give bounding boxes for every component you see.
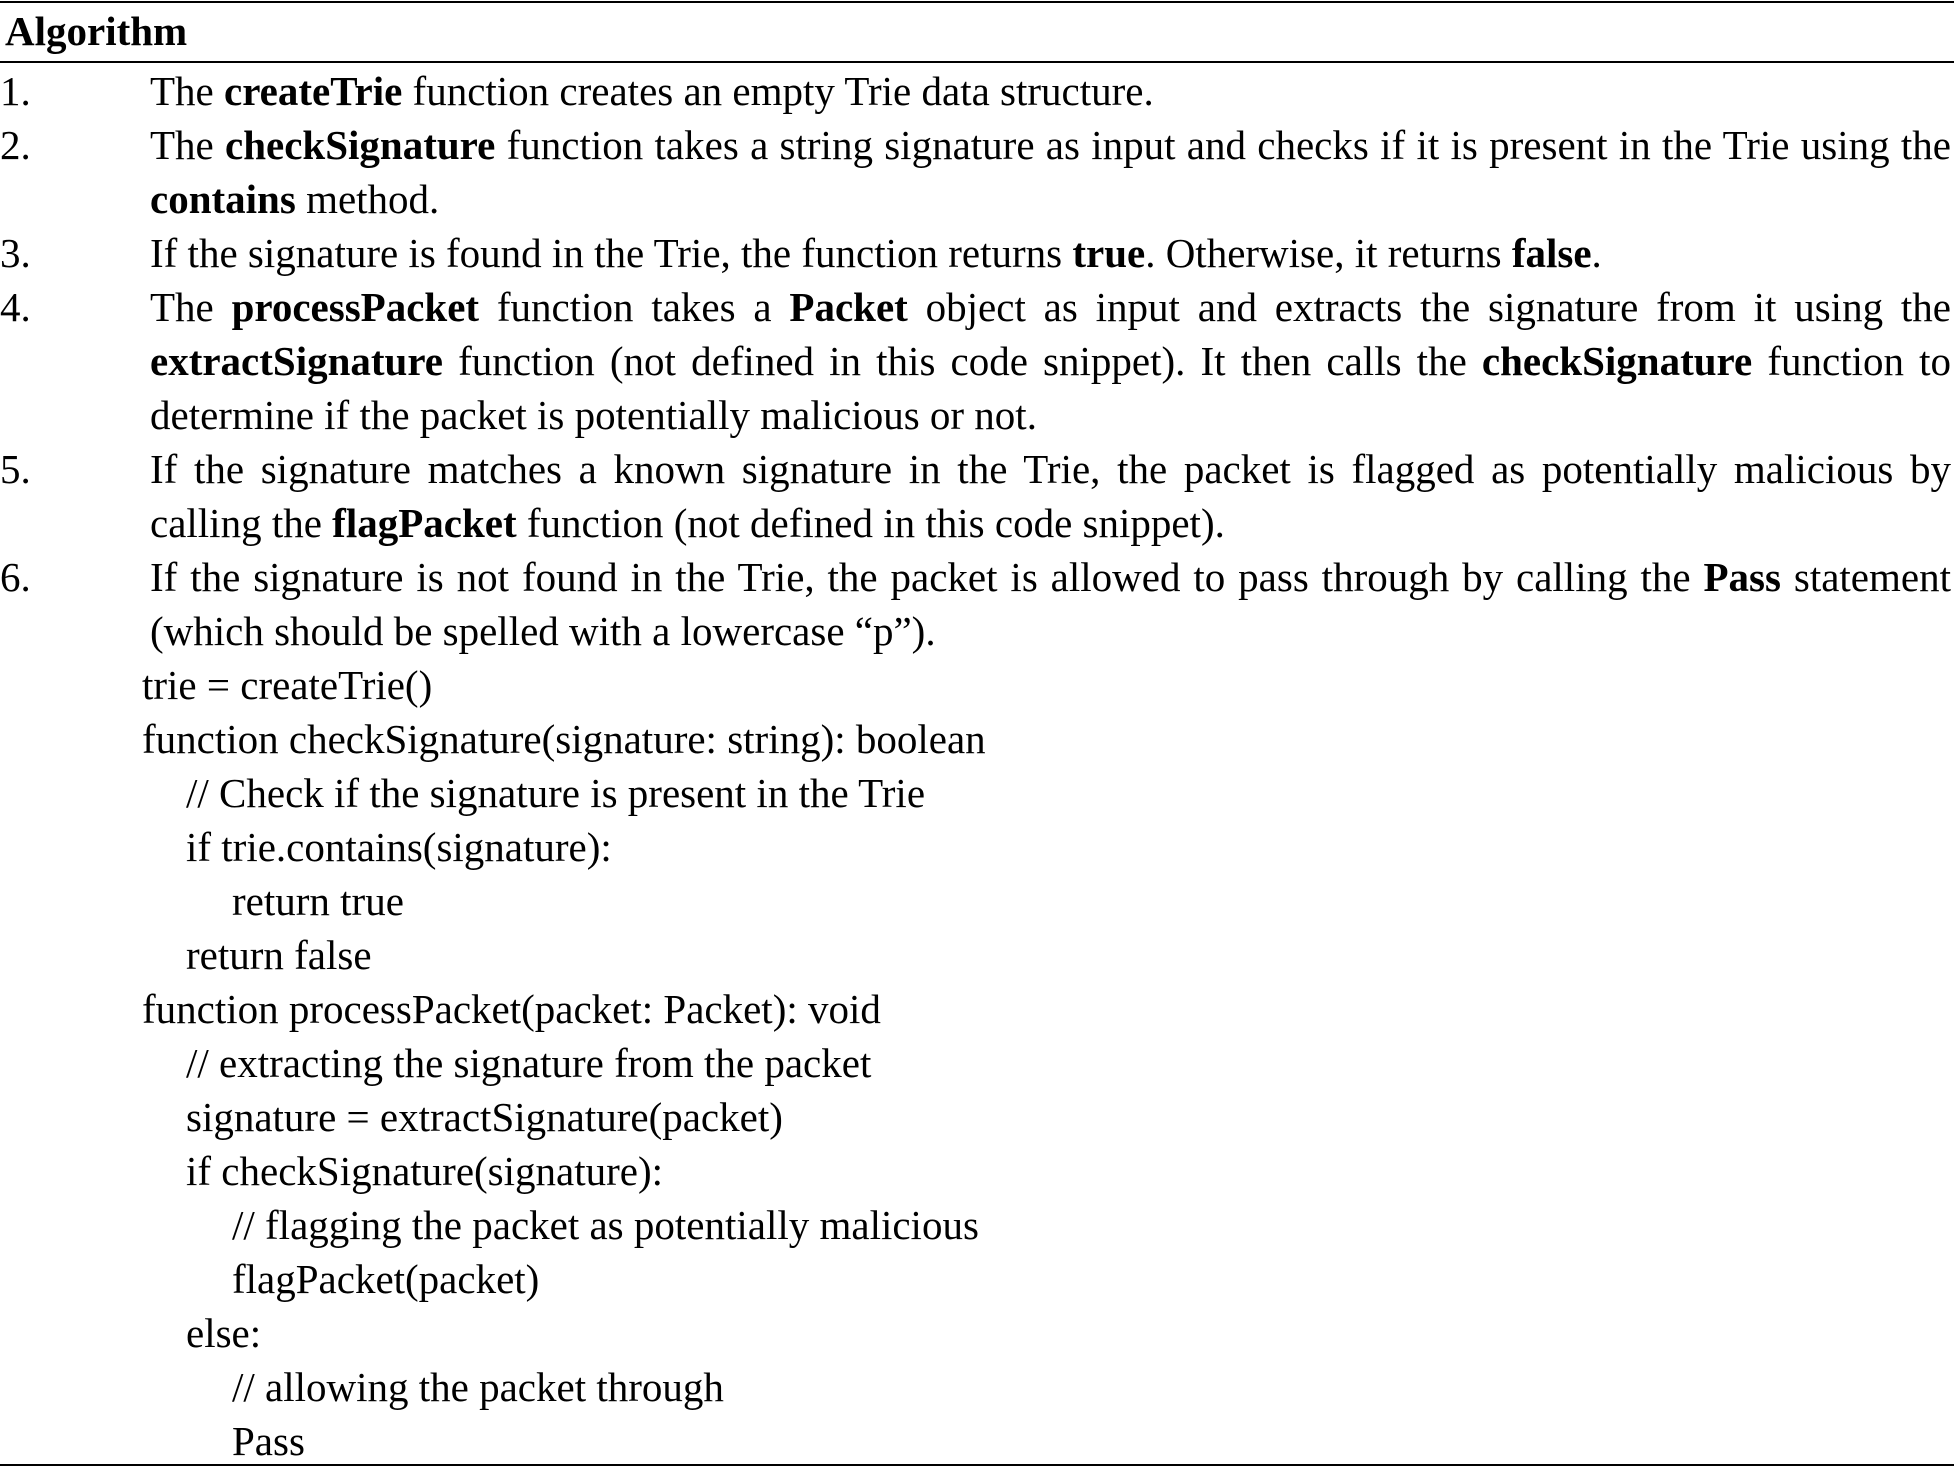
step-text: If the signature matches a known signature in the Trie, the packet is flagged as potentially malicious by calling the xyxy=(150,446,1951,546)
algorithm-step xyxy=(0,280,1954,442)
step-number: 4. xyxy=(0,284,31,330)
algorithm-step xyxy=(0,64,1954,118)
step-text: function (not defined in this code snippet). xyxy=(516,500,1225,546)
step-text: The xyxy=(150,284,232,330)
code-line: function checkSignature(signature: string): boolean xyxy=(142,716,986,762)
step-text: function creates an empty Trie data structure. xyxy=(402,68,1154,114)
step-text: . xyxy=(1591,230,1602,276)
algorithm-title: Algorithm xyxy=(5,8,188,54)
code-line: if trie.contains(signature): xyxy=(186,824,612,870)
code-line: function processPacket(packet: Packet): void xyxy=(142,986,881,1032)
step-keyword: true xyxy=(1072,230,1146,276)
step-keyword: Packet xyxy=(789,284,908,330)
step-keyword: extractSignature xyxy=(150,338,444,384)
code-line: if checkSignature(signature): xyxy=(186,1148,664,1194)
step-keyword: Pass xyxy=(1703,554,1781,600)
code-line: trie = createTrie() xyxy=(142,662,433,708)
step-text: function takes a xyxy=(479,284,790,330)
step-number: 5. xyxy=(0,446,31,492)
code-line: // allowing the packet through xyxy=(232,1364,724,1410)
step-text: method. xyxy=(295,176,440,222)
step-text: The xyxy=(150,68,224,114)
step-text: . Otherwise, it returns xyxy=(1145,230,1512,276)
code-line: // Check if the signature is present in the Trie xyxy=(186,770,926,816)
step-text: function takes a string signature as input and checks if it is present in the Trie using the xyxy=(495,122,1951,168)
code-line: // extracting the signature from the packet xyxy=(186,1040,872,1086)
step-text: function (not defined in this code snippet). It then calls the xyxy=(443,338,1482,384)
step-keyword: createTrie xyxy=(224,68,403,114)
algorithm-step xyxy=(0,226,1954,280)
step-number: 2. xyxy=(0,122,31,168)
step-keyword: contains xyxy=(150,176,296,222)
pseudocode-block xyxy=(0,658,1954,1468)
top-rule xyxy=(0,1,1954,3)
step-text: The xyxy=(150,122,226,168)
step-number: 3. xyxy=(0,230,31,276)
step-text: If the signature is found in the Trie, the function returns xyxy=(150,230,1073,276)
algorithm-step xyxy=(0,442,1954,550)
step-keyword: checkSignature xyxy=(1481,338,1753,384)
step-keyword: flagPacket xyxy=(332,500,517,546)
algorithm-step xyxy=(0,550,1954,658)
step-number: 6. xyxy=(0,554,31,600)
step-keyword: processPacket xyxy=(231,284,480,330)
code-line: Pass xyxy=(232,1418,305,1464)
step-keyword: false xyxy=(1511,230,1592,276)
code-line: signature = extractSignature(packet) xyxy=(186,1094,783,1140)
step-text: object as input and extracts the signature from it using the xyxy=(907,284,1951,330)
code-line: return false xyxy=(186,932,372,978)
header-rule xyxy=(0,61,1954,63)
code-line: return true xyxy=(232,878,404,924)
code-line: // flagging the packet as potentially malicious xyxy=(232,1202,979,1248)
algorithm-step xyxy=(0,118,1954,226)
bottom-rule xyxy=(0,1464,1954,1466)
step-text: function to determine if the packet is potentially malicious or not. xyxy=(150,338,1951,438)
code-line: else: xyxy=(186,1310,262,1356)
step-number: 1. xyxy=(0,68,31,114)
step-text: If the signature is not found in the Trie, the packet is allowed to pass through by calling the xyxy=(150,554,1704,600)
code-line: flagPacket(packet) xyxy=(232,1256,540,1302)
step-keyword: checkSignature xyxy=(225,122,496,168)
step-text: statement (which should be spelled with a lowercase “p”). xyxy=(150,554,1951,654)
algorithm-steps xyxy=(0,64,1954,658)
